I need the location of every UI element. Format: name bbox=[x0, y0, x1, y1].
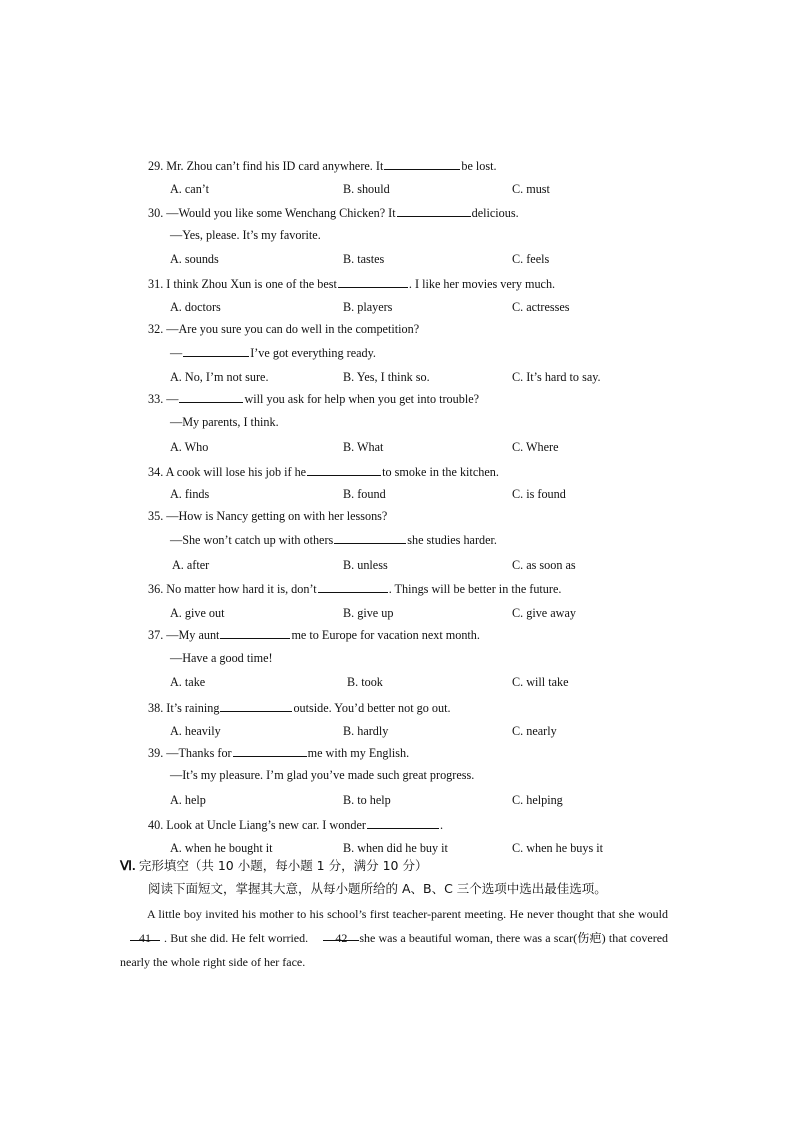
q33-reply: —My parents, I think. bbox=[170, 415, 279, 429]
q38-stem-text: 38. It’s raining bbox=[148, 701, 220, 715]
q35-reply bbox=[170, 532, 497, 548]
q30-blank[interactable] bbox=[397, 205, 471, 217]
q33-blank[interactable] bbox=[179, 391, 243, 403]
q31-option-a[interactable]: A. doctors bbox=[170, 300, 221, 314]
q31-option-b[interactable]: B. players bbox=[343, 300, 393, 314]
q29-stem-text: 29. Mr. Zhou can’t find his ID card anywhere. It bbox=[148, 159, 384, 173]
q36-blank[interactable] bbox=[318, 581, 388, 593]
q38-blank[interactable] bbox=[220, 700, 292, 712]
q29-option-c[interactable]: C. must bbox=[512, 182, 550, 196]
q35-option-a[interactable]: A. after bbox=[172, 558, 210, 572]
q29-option-a[interactable]: A. can’t bbox=[170, 182, 210, 196]
q39-stem-end: me with my English. bbox=[307, 746, 410, 760]
q30-option-c[interactable]: C. feels bbox=[512, 252, 550, 266]
q30-reply: —Yes, please. It’s my favorite. bbox=[170, 228, 321, 242]
q37-reply: —Have a good time! bbox=[170, 651, 273, 665]
q32-option-c[interactable]: C. It’s hard to say. bbox=[512, 370, 601, 384]
cloze-passage bbox=[120, 902, 668, 974]
q30-option-b[interactable]: B. tastes bbox=[343, 252, 385, 266]
section-heading bbox=[120, 858, 427, 874]
q38-option-b[interactable]: B. hardly bbox=[343, 724, 389, 738]
question-32-stem: 32. —Are you sure you can do well in the competition? bbox=[148, 322, 420, 336]
question-39-stem bbox=[148, 745, 409, 761]
section-title: 完形填空（共 10 小题，每小题 1 分，满分 10 分） bbox=[138, 858, 428, 873]
q35-option-b[interactable]: B. unless bbox=[343, 558, 388, 572]
q37-blank[interactable] bbox=[220, 627, 290, 639]
q31-stem-end: . I like her movies very much. bbox=[408, 277, 556, 291]
q29-stem-end: be lost. bbox=[461, 159, 497, 173]
q38-option-a[interactable]: A. heavily bbox=[170, 724, 221, 738]
question-31-stem bbox=[148, 276, 555, 292]
section-number: Ⅵ. bbox=[120, 858, 136, 873]
q35-reply-text: —She won’t catch up with others bbox=[170, 533, 334, 547]
cloze-blank-42[interactable] bbox=[323, 926, 359, 945]
passage-part-2: . But she did. He felt worried. bbox=[164, 931, 309, 945]
q39-option-b[interactable]: B. to help bbox=[343, 793, 391, 807]
q32-blank[interactable] bbox=[183, 345, 249, 357]
passage-part-1: A little boy invited his mother to his school’s first teacher-parent meeting. He never thought that she would bbox=[147, 907, 668, 921]
q34-blank[interactable] bbox=[307, 464, 381, 476]
q33-option-b[interactable]: B. What bbox=[343, 440, 384, 454]
q32-option-b[interactable]: B. Yes, I think so. bbox=[343, 370, 430, 384]
q37-option-a[interactable]: A. take bbox=[170, 675, 206, 689]
q37-stem-end: me to Europe for vacation next month. bbox=[291, 628, 480, 642]
question-37-stem bbox=[148, 627, 480, 643]
question-34-stem bbox=[148, 464, 499, 480]
question-38-stem bbox=[148, 700, 451, 716]
q32-reply-dash: — bbox=[170, 346, 183, 360]
q39-reply: —It’s my pleasure. I’m glad you’ve made such great progress. bbox=[170, 768, 475, 782]
q33-stem-end: will you ask for help when you get into trouble? bbox=[244, 392, 480, 406]
question-33-stem bbox=[148, 391, 479, 407]
q37-stem-text: 37. —My aunt bbox=[148, 628, 220, 642]
q39-option-c[interactable]: C. helping bbox=[512, 793, 563, 807]
question-40-stem bbox=[148, 817, 443, 833]
q36-option-c[interactable]: C. give away bbox=[512, 606, 576, 620]
q31-option-c[interactable]: C. actresses bbox=[512, 300, 570, 314]
passage-part-3: she was a beautiful woman, there was a scar(伤疤) that covered nearly the whole right side of her face. bbox=[120, 931, 669, 969]
q32-reply-text: I’ve got everything ready. bbox=[250, 346, 376, 360]
q30-stem-text: 30. —Would you like some Wenchang Chicken? It bbox=[148, 206, 396, 220]
section-instruction bbox=[148, 881, 607, 897]
q34-stem-end: to smoke in the kitchen. bbox=[382, 465, 499, 479]
q33-stem-text: 33. — bbox=[148, 392, 179, 406]
q30-option-a[interactable]: A. sounds bbox=[170, 252, 219, 266]
question-30-stem bbox=[148, 205, 519, 221]
q34-option-a[interactable]: A. finds bbox=[170, 487, 210, 501]
q36-option-a[interactable]: A. give out bbox=[170, 606, 225, 620]
q39-stem-text: 39. —Thanks for bbox=[148, 746, 232, 760]
q37-option-c[interactable]: C. will take bbox=[512, 675, 569, 689]
q32-option-a[interactable]: A. No, I’m not sure. bbox=[170, 370, 269, 384]
q33-option-a[interactable]: A. Who bbox=[170, 440, 209, 454]
question-36-stem bbox=[148, 581, 561, 597]
q35-reply-end: she studies harder. bbox=[407, 533, 497, 547]
q40-stem-text: 40. Look at Uncle Liang’s new car. I wonder bbox=[148, 818, 366, 832]
q34-option-c[interactable]: C. is found bbox=[512, 487, 566, 501]
q30-stem-end: delicious. bbox=[471, 206, 519, 220]
q31-stem-text: 31. I think Zhou Xun is one of the best bbox=[148, 277, 337, 291]
section-instruction-text: 阅读下面短文，掌握其大意，从每小题所给的 A、B、C 三个选项中选出最佳选项。 bbox=[148, 881, 607, 896]
q35-option-c[interactable]: C. as soon as bbox=[512, 558, 576, 572]
question-29-stem bbox=[148, 158, 497, 174]
cloze-blank-41[interactable] bbox=[130, 926, 160, 945]
cloze-blank-42-number: 42 bbox=[335, 931, 348, 945]
q39-blank[interactable] bbox=[233, 745, 307, 757]
q40-option-a[interactable]: A. when he bought it bbox=[170, 841, 273, 855]
question-35-stem: 35. —How is Nancy getting on with her lessons? bbox=[148, 509, 388, 523]
q36-option-b[interactable]: B. give up bbox=[343, 606, 394, 620]
q36-stem-end: . Things will be better in the future. bbox=[388, 582, 562, 596]
q40-blank[interactable] bbox=[367, 817, 439, 829]
q40-option-b[interactable]: B. when did he buy it bbox=[343, 841, 448, 855]
q31-blank[interactable] bbox=[338, 276, 408, 288]
q37-option-b[interactable]: B. took bbox=[347, 675, 383, 689]
q35-blank[interactable] bbox=[334, 532, 406, 544]
q34-stem-text: 34. A cook will lose his job if he bbox=[148, 465, 307, 479]
q29-blank[interactable] bbox=[384, 158, 460, 170]
q39-option-a[interactable]: A. help bbox=[170, 793, 206, 807]
cloze-blank-41-number: 41 bbox=[139, 931, 151, 945]
q33-option-c[interactable]: C. Where bbox=[512, 440, 559, 454]
q40-stem-end: . bbox=[439, 818, 443, 832]
q32-reply bbox=[170, 345, 376, 361]
q40-option-c[interactable]: C. when he buys it bbox=[512, 841, 604, 855]
q34-option-b[interactable]: B. found bbox=[343, 487, 386, 501]
q38-stem-end: outside. You’d better not go out. bbox=[293, 701, 451, 715]
q38-option-c[interactable]: C. nearly bbox=[512, 724, 557, 738]
q36-stem-text: 36. No matter how hard it is, don’t bbox=[148, 582, 317, 596]
q29-option-b[interactable]: B. should bbox=[343, 182, 390, 196]
